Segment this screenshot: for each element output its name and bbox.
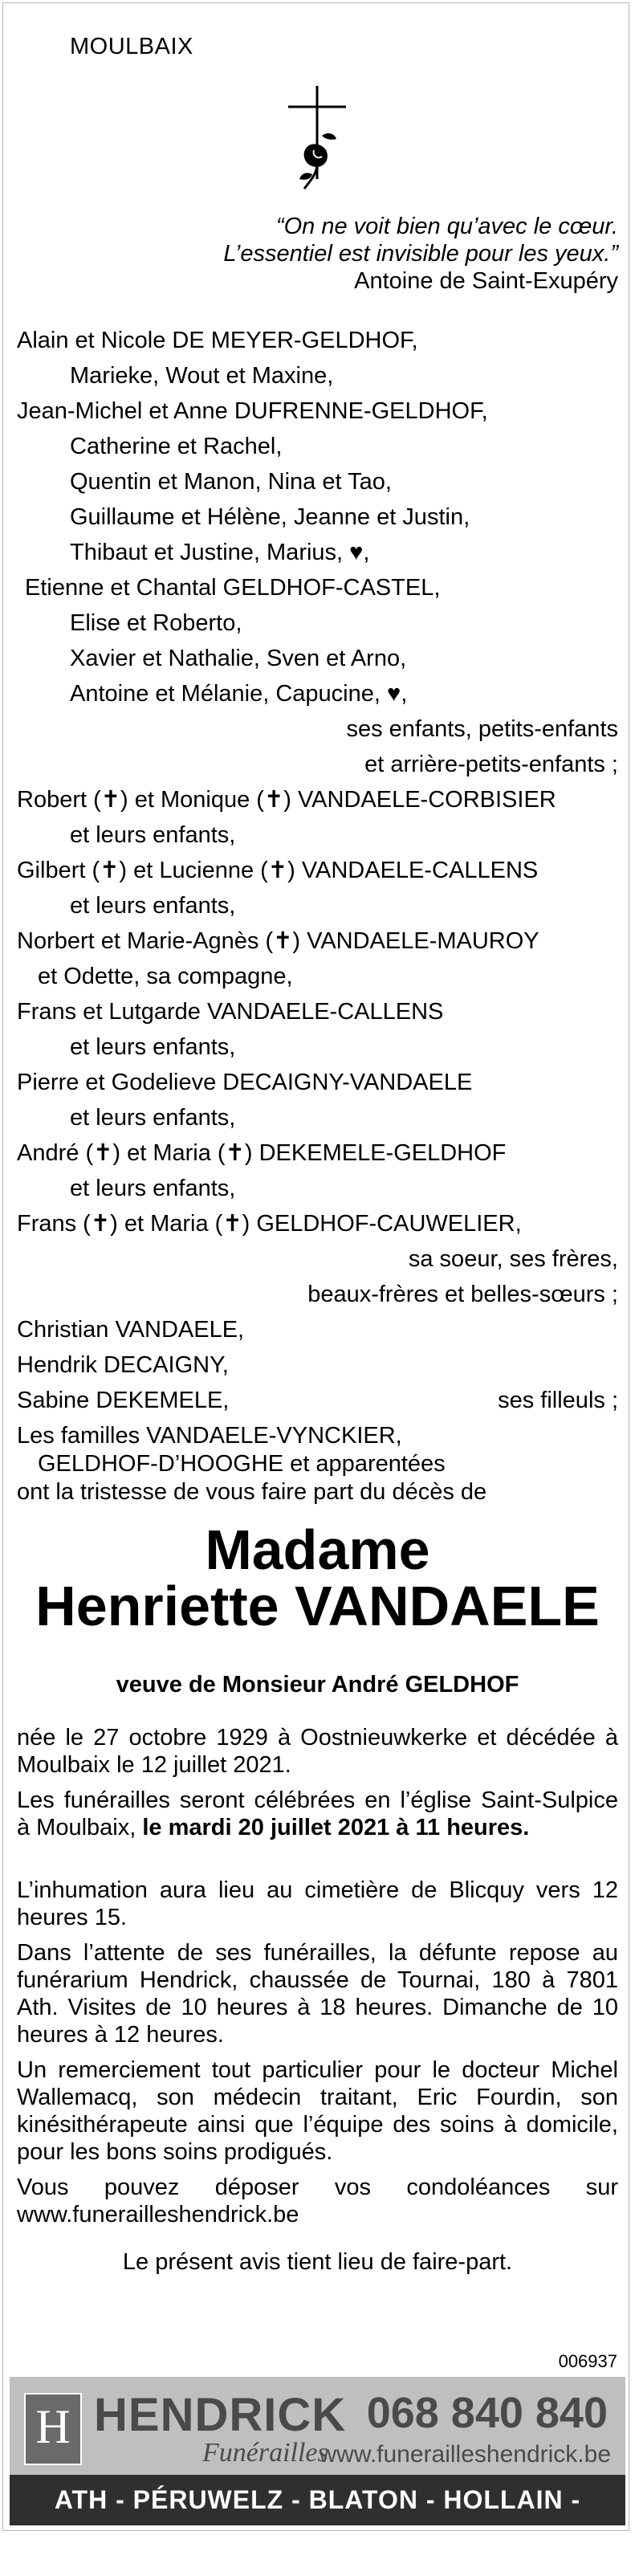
family-line: ont la tristesse de vous faire part du décès de <box>17 1479 487 1505</box>
family-line: GELDHOF-D’HOOGHE et apparentées <box>38 1451 446 1477</box>
family-line: Etienne et Chantal GELDHOF-CASTEL, <box>25 575 441 601</box>
family-line: et arrière-petits-enfants ; <box>364 752 618 777</box>
quote-line-1: “On ne voit bien qu’avec le cœur. <box>275 214 618 239</box>
reference-number: 006937 <box>558 2351 617 2371</box>
brand-subtitle: Funérailles <box>202 2438 328 2468</box>
location-header: MOULBAIX <box>70 34 193 59</box>
burial-paragraph: L’inhumation aura lieu au cimetière de Blicquy vers 12 heures 15. <box>17 1877 618 1930</box>
family-line: Marieke, Wout et Maxine, <box>70 363 334 389</box>
family-line: et leurs enfants, <box>70 893 236 919</box>
family-line: Norbert et Marie-Agnès (✝) VANDAELE-MAUROY <box>17 928 539 954</box>
family-line: Christian VANDAELE, <box>17 1317 245 1343</box>
family-line: Elise et Roberto, <box>70 610 242 636</box>
funeral-paragraph: Les funérailles seront célébrées en l’église Saint-Sulpice à Moulbaix, le mardi 20 juillet 2021 à 11 heures. <box>17 1787 618 1840</box>
family-line: Alain et Nicole DE MEYER-GELDHOF, <box>17 328 418 353</box>
quote-author: Antoine de Saint-Exupéry <box>354 268 618 294</box>
family-line: Jean-Michel et Anne DUFRENNE-GELDHOF, <box>17 398 488 424</box>
visits-paragraph: Dans l’attente de ses funérailles, la défunte repose au funérarium Hendrick, chaussée de Tournai, 180 à 7801 Ath. Visites de 10 heures à 18 heures. Dimanche de 10 heures à 12 heures. <box>17 1940 618 2048</box>
family-line: et Odette, sa compagne, <box>38 964 293 989</box>
cross-with-rose-icon <box>285 83 349 195</box>
family-line: Quentin et Manon, Nina et Tao, <box>70 469 392 495</box>
family-line: et leurs enfants, <box>70 1176 236 1201</box>
phone-number: 068 840 840 <box>366 2389 608 2437</box>
deceased-name: Henriette VANDAELE <box>35 1575 600 1637</box>
family-line: Les familles VANDAELE-VYNCKIER, <box>17 1423 402 1449</box>
hendrick-logo-icon <box>24 2393 82 2465</box>
brand-name: HENDRICK <box>94 2389 347 2441</box>
family-line: et leurs enfants, <box>70 1034 236 1060</box>
family-line: Catherine et Rachel, <box>70 434 283 459</box>
family-line: et leurs enfants, <box>70 822 236 848</box>
family-line: ses enfants, petits-enfants <box>346 716 618 742</box>
family-line: Robert (✝) et Monique (✝) VANDAELE-CORBISIER <box>17 787 556 813</box>
family-line: Gilbert (✝) et Lucienne (✝) VANDAELE-CALLENS <box>17 858 539 883</box>
family-line: Antoine et Mélanie, Capucine, ♥, <box>70 681 408 707</box>
condolences-paragraph: Vous pouvez déposer vos condoléances sur www.funerailleshendrick.be <box>17 2175 618 2228</box>
family-line: Guillaume et Hélène, Jeanne et Justin, <box>70 504 470 530</box>
family-line: Pierre et Godelieve DECAIGNY-VANDAELE <box>17 1070 473 1095</box>
family-line: Frans et Lutgarde VANDAELE-CALLENS <box>17 999 444 1025</box>
family-line: sa soeur, ses frères, <box>408 1246 618 1272</box>
family-line: et leurs enfants, <box>70 1105 236 1131</box>
family-line: Thibaut et Justine, Marius, ♥, <box>70 540 370 565</box>
thanks-paragraph: Un remerciement tout particulier pour le docteur Michel Wallemacq, son médecin traitant, Eric Fourdin, son kinésithérapeute ainsi que l’équipe des soins à domicile, pour les bons soins prodigués. <box>17 2057 618 2165</box>
website-link[interactable]: www.funerailleshendrick.be <box>319 2441 611 2468</box>
notice-paragraph: Le présent avis tient lieu de faire-part. <box>122 2249 513 2275</box>
towns-strip: ATH - PÉRUWELZ - BLATON - HOLLAIN - TAINTIGNIES <box>10 2475 625 2525</box>
birth-paragraph: née le 27 octobre 1929 à Oostnieuwkerke et décédée à Moulbaix le 12 juillet 2021. <box>17 1725 618 1778</box>
deceased-subtitle: veuve de Monsieur André GELDHOF <box>116 1672 519 1698</box>
family-line: Hendrik DECAIGNY, <box>17 1352 229 1378</box>
quote-line-2: L’essentiel est invisible pour les yeux.” <box>223 241 618 267</box>
family-line: ses filleuls ; <box>498 1388 618 1413</box>
family-line: Frans (✝) et Maria (✝) GELDHOF-CAUWELIER, <box>17 1211 522 1237</box>
family-line: beaux-frères et belles-sœurs ; <box>307 1282 618 1307</box>
funeral-home-banner <box>10 2377 625 2565</box>
family-line: Xavier et Nathalie, Sven et Arno, <box>70 646 407 671</box>
family-line: Sabine DEKEMELE, <box>17 1388 230 1413</box>
deceased-title: Madame <box>205 1518 430 1581</box>
family-line: André (✝) et Maria (✝) DEKEMELE-GELDHOF <box>17 1140 507 1166</box>
logo-letter: H <box>35 2400 71 2453</box>
